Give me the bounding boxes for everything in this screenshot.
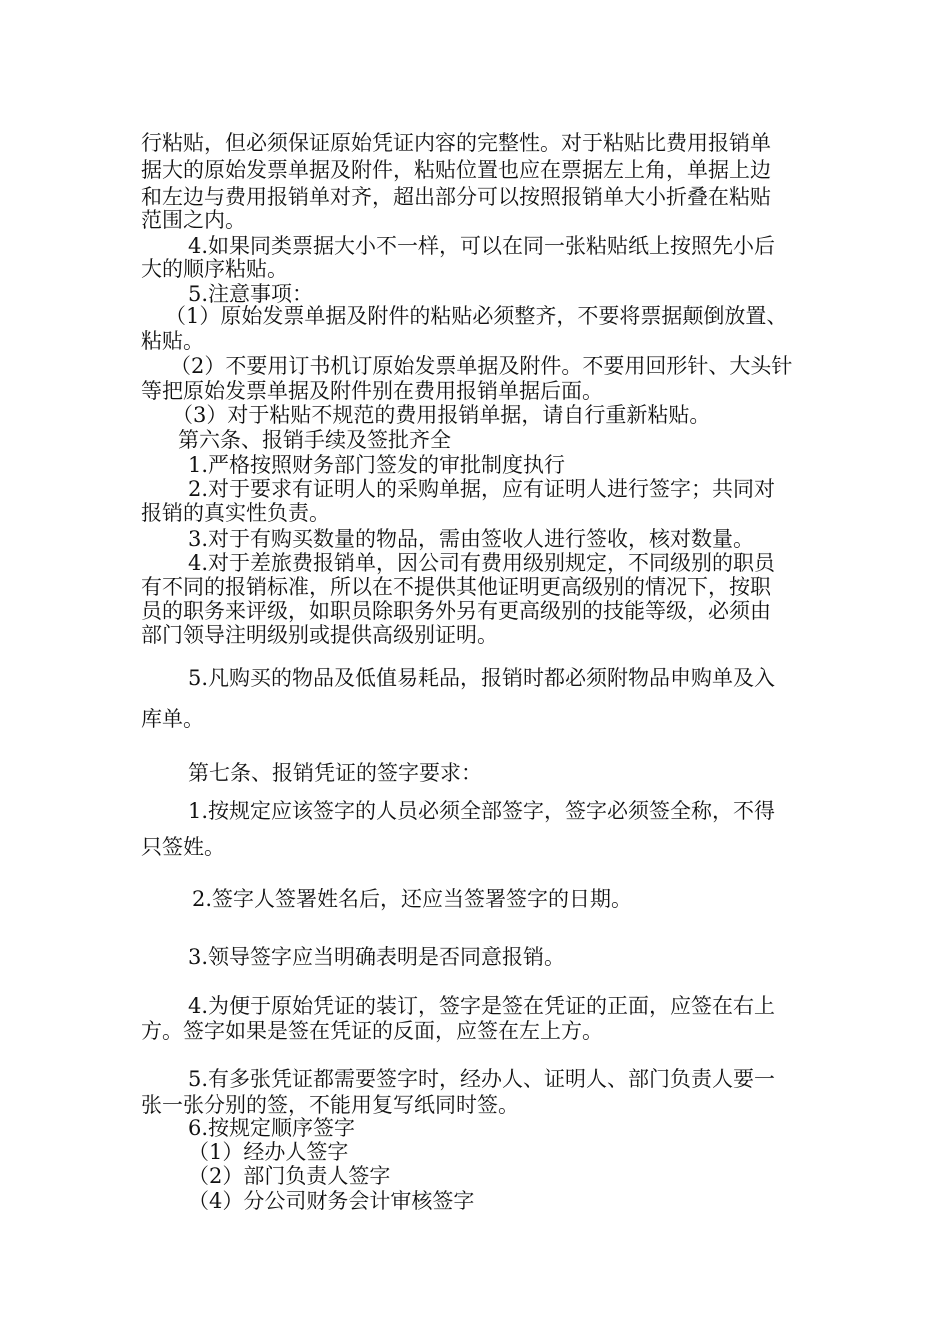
text-line: 大的顺序粘贴。 (141, 257, 288, 281)
text-line: 只签姓。 (141, 835, 225, 859)
text-line: （1）经办人签字 (188, 1140, 349, 1164)
text-line: 5.凡购买的物品及低值易耗品，报销时都必须附物品申购单及入 (188, 666, 776, 690)
text-line: 报销的真实性负责。 (141, 501, 330, 525)
text-line: （1）原始发票单据及附件的粘贴必须整齐，不要将票据颠倒放置、 (165, 304, 788, 328)
text-line: 行粘贴，但必须保证原始凭证内容的完整性。对于粘贴比费用报销单 (141, 131, 771, 155)
text-line: 部门领导注明级别或提供高级别证明。 (141, 623, 498, 647)
section-heading: 第六条、报销手续及签批齐全 (178, 428, 451, 452)
text-line: 据大的原始发票单据及附件，粘贴位置也应在票据左上角，单据上边 (141, 158, 771, 182)
text-line: 方。签字如果是签在凭证的反面，应签在左上方。 (141, 1019, 603, 1043)
text-line: 有不同的报销标准，所以在不提供其他证明更高级别的情况下，按职 (141, 575, 771, 599)
text-line: 3.对于有购买数量的物品，需由签收人进行签收，核对数量。 (188, 527, 755, 551)
text-line: 员的职务来评级，如职员除职务外另有更高级别的技能等级，必须由 (141, 599, 771, 623)
text-line: 和左边与费用报销单对齐，超出部分可以按照报销单大小折叠在粘贴 (141, 185, 771, 209)
section-heading: 第七条、报销凭证的签字要求： (188, 761, 482, 785)
text-line: 范围之内。 (141, 208, 246, 232)
text-line: 库单。 (141, 707, 204, 731)
text-line: （3）对于粘贴不规范的费用报销单据，请自行重新粘贴。 (172, 403, 711, 427)
text-line: 4.如果同类票据大小不一样，可以在同一张粘贴纸上按照先小后 (188, 234, 776, 258)
text-line: （2）部门负责人签字 (188, 1164, 391, 1188)
text-line: 1.严格按照财务部门签发的审批制度执行 (188, 453, 566, 477)
text-line: 粘贴。 (141, 329, 204, 353)
text-line: 1.按规定应该签字的人员必须全部签字，签字必须签全称，不得 (188, 799, 776, 823)
text-line: 2.对于要求有证明人的采购单据，应有证明人进行签字；共同对 (188, 477, 776, 501)
text-line: （4）分公司财务会计审核签字 (188, 1189, 475, 1213)
text-line: 4.为便于原始凭证的装订，签字是签在凭证的正面，应签在右上 (188, 994, 776, 1018)
text-line: 5.注意事项： (188, 282, 314, 306)
text-line: 张一张分别的签，不能用复写纸同时签。 (141, 1093, 519, 1117)
text-line: 5.有多张凭证都需要签字时，经办人、证明人、部门负责人要一 (188, 1067, 776, 1091)
text-line: （2）不要用订书机订原始发票单据及附件。不要用回形针、大头针 (170, 354, 793, 378)
text-line: 2.签字人签署姓名后，还应当签署签字的日期。 (192, 887, 633, 911)
text-line: 4.对于差旅费报销单，因公司有费用级别规定，不同级别的职员 (188, 551, 776, 575)
text-line: 6.按规定顺序签字 (188, 1116, 356, 1140)
text-line: 等把原始发票单据及附件别在费用报销单据后面。 (141, 379, 603, 403)
text-line: 3.领导签字应当明确表明是否同意报销。 (188, 945, 566, 969)
